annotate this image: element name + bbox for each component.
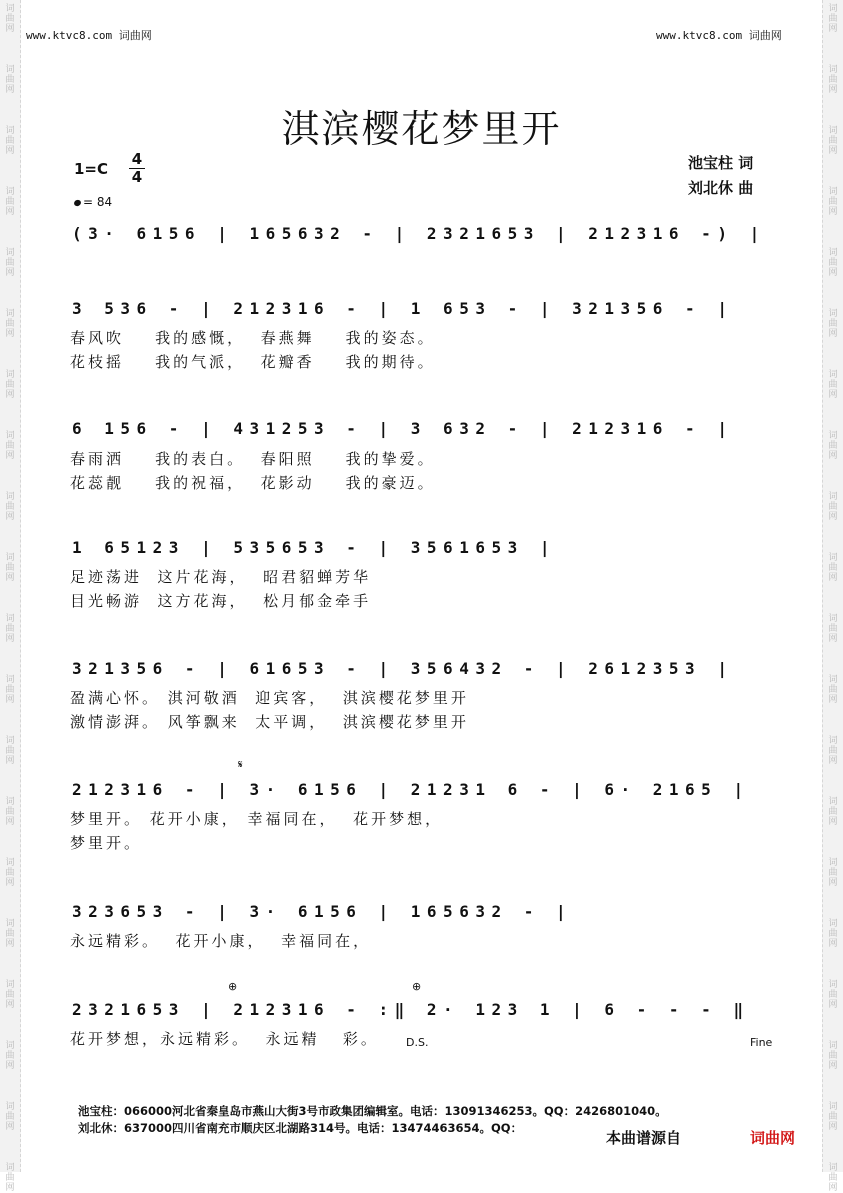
tempo-value: = 84 xyxy=(83,195,113,209)
lyric-row-6-verse-1: 梦里开。 花开小康， 幸福同在， 花开梦想， xyxy=(70,810,444,828)
lyric-row-3-verse-2: 花蕊靓 我的祝福， 花影动 我的豪迈。 xyxy=(70,474,436,492)
notation-row-2: 3 536 - | 212316 - | 1 653 - | 321356 - | xyxy=(72,299,734,318)
lyric-row-5-verse-2: 激情澎湃。 风筝飘来 太平调， 淇滨樱花梦里开 xyxy=(70,713,469,731)
edge-watermark-text: 词 曲 网 xyxy=(5,492,15,522)
lyric-row-4-verse-1: 足迹荡进 这片花海， 昭君貂蝉芳华 xyxy=(70,568,372,586)
footer-contact-composer: 刘北休：637000四川省南充市顺庆区北湖路314号。电话：13474463654。QQ： xyxy=(78,1121,523,1135)
lyric-row-5-verse-1: 盈满心怀。 淇河敬酒 迎宾客， 淇滨樱花梦里开 xyxy=(70,689,469,707)
segno-mark: 𝄋 xyxy=(238,758,243,771)
edge-watermark-text: 词 曲 网 xyxy=(828,1041,838,1071)
fine-marking: Fine xyxy=(750,1036,773,1049)
edge-watermark-text: 词 曲 网 xyxy=(828,614,838,644)
lyric-row-8-verse-1: 花开梦想，永远精彩。 永远精 彩。 xyxy=(70,1030,379,1048)
edge-watermark-text: 词 曲 网 xyxy=(5,675,15,705)
edge-watermark-text: 词 曲 网 xyxy=(5,858,15,888)
notation-row-7: 323653 - | 3· 6156 | 165632 - | xyxy=(72,902,573,921)
lyric-row-2-verse-2: 花枝摇 我的气派， 花瓣香 我的期待。 xyxy=(70,353,436,371)
edge-watermark-text: 词 曲 网 xyxy=(828,126,838,156)
coda-mark-1: ⊕ xyxy=(228,980,238,993)
edge-watermark-text: 词 曲 网 xyxy=(5,431,15,461)
time-signature xyxy=(129,152,145,185)
song-title: 淇滨樱花梦里开 xyxy=(281,107,562,151)
lyricist-credit: 池宝柱 词 xyxy=(688,154,754,172)
edge-watermark-text: 词 曲 网 xyxy=(5,370,15,400)
edge-watermark-text: 词 曲 网 xyxy=(5,126,15,156)
edge-watermark-text: 词 曲 网 xyxy=(5,1041,15,1071)
edge-watermark-text: 词 曲 网 xyxy=(5,980,15,1010)
key-signature: 1=C xyxy=(74,160,109,178)
quarter-note-icon xyxy=(73,199,82,207)
edge-watermark-text: 词 曲 网 xyxy=(828,65,838,95)
edge-watermark-text: 词 曲 网 xyxy=(5,553,15,583)
lyric-row-4-verse-2: 目光畅游 这方花海， 松月郁金牵手 xyxy=(70,592,372,610)
edge-watermark-text: 词 曲 网 xyxy=(5,1102,15,1132)
lyric-row-6-verse-2: 梦里开。 xyxy=(70,834,143,852)
edge-watermark-text: 词 曲 网 xyxy=(828,736,838,766)
notation-row-5: 321356 - | 61653 - | 356432 - | 2612353 | xyxy=(72,659,734,678)
edge-watermark-text: 词 曲 网 xyxy=(5,248,15,278)
edge-watermark-text: 词 曲 网 xyxy=(828,797,838,827)
edge-watermark-text: 词 曲 网 xyxy=(5,736,15,766)
notation-row-6: 212316 - | 3· 6156 | 21231 6 - | 6· 2165 | xyxy=(72,780,750,799)
lyric-row-3-verse-1: 春雨洒 我的表白。 春阳照 我的挚爱。 xyxy=(70,450,436,468)
edge-watermark-text: 词 曲 网 xyxy=(5,797,15,827)
composer-credit: 刘北休 曲 xyxy=(688,179,754,197)
coda-mark-2: ⊕ xyxy=(412,980,422,993)
source-label: 本曲谱源自 xyxy=(606,1129,682,1147)
edge-watermark-text: 词 曲 网 xyxy=(828,248,838,278)
edge-watermark-text: 词 曲 网 xyxy=(828,858,838,888)
lyric-row-2-verse-1: 春风吹 我的感慨， 春燕舞 我的姿态。 xyxy=(70,329,436,347)
edge-watermark-text: 词 曲 网 xyxy=(828,553,838,583)
edge-watermark-text: 词 曲 网 xyxy=(5,1163,15,1193)
edge-watermark-text: 词 曲 网 xyxy=(5,919,15,949)
ds-marking: D.S. xyxy=(406,1036,429,1049)
notation-row-8: 2321653 | 212316 - :‖ 2· 123 1 | 6 - - - ‖ xyxy=(72,1000,750,1019)
edge-watermark-text: 词 曲 网 xyxy=(5,309,15,339)
edge-watermark-text: 词 曲 网 xyxy=(828,431,838,461)
notation-row-1: (3· 6156 | 165632 - | 2321653 | 212316 -) | xyxy=(72,224,766,243)
edge-watermark-text: 词 曲 网 xyxy=(828,980,838,1010)
edge-watermark-text: 词 曲 网 xyxy=(828,675,838,705)
tempo-marking xyxy=(74,195,112,209)
edge-watermark-text: 词 曲 网 xyxy=(828,1102,838,1132)
edge-watermark-text: 词 曲 网 xyxy=(5,65,15,95)
time-signature-bottom: 4 xyxy=(131,168,143,186)
edge-watermark-text: 词 曲 网 xyxy=(5,4,15,34)
time-signature-top: 4 xyxy=(131,150,143,168)
edge-watermark-text: 词 曲 网 xyxy=(828,187,838,217)
edge-watermark-text: 词 曲 网 xyxy=(828,919,838,949)
footer-contact-lyricist: 池宝柱：066000河北省秦皇岛市燕山大街3号市政集团编辑室。电话：13091346253。QQ：2426801040。 xyxy=(78,1104,667,1118)
lyric-row-7-verse-1: 永远精彩。 花开小康， 幸福同在， xyxy=(70,932,372,950)
site-logo: 词曲网 xyxy=(750,1129,796,1147)
edge-watermark-text: 词 曲 网 xyxy=(828,1163,838,1193)
edge-watermark-text: 词 曲 网 xyxy=(828,309,838,339)
site-url-left: www.ktvc8.com 词曲网 xyxy=(26,29,152,42)
edge-watermark-text: 词 曲 网 xyxy=(5,187,15,217)
edge-watermark-text: 词 曲 网 xyxy=(828,4,838,34)
edge-watermark-text: 词 曲 网 xyxy=(828,492,838,522)
edge-watermark-text: 词 曲 网 xyxy=(828,370,838,400)
site-url-right: www.ktvc8.com 词曲网 xyxy=(656,29,782,42)
notation-row-3: 6 156 - | 431253 - | 3 632 - | 212316 - | xyxy=(72,419,734,438)
notation-row-4: 1 65123 | 535653 - | 3561653 | xyxy=(72,538,556,557)
edge-watermark-text: 词 曲 网 xyxy=(5,614,15,644)
